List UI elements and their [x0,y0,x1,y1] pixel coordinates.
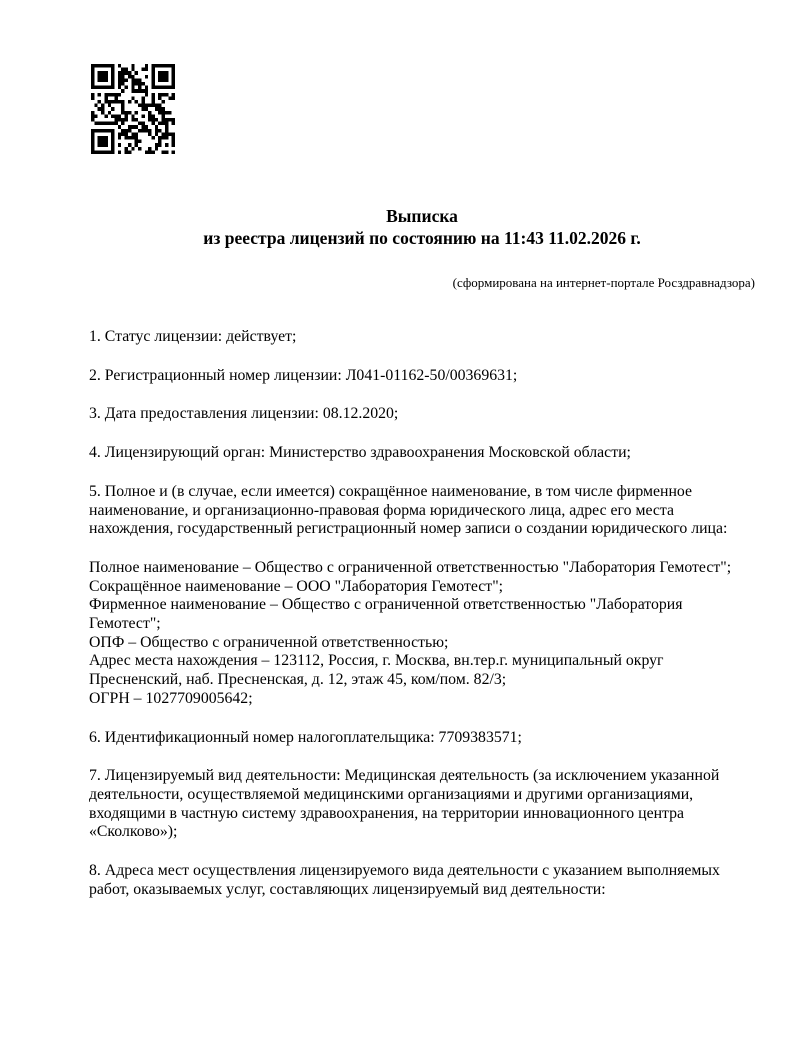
paragraph-grant-date: 3. Дата предоставления лицензии: 08.12.2020; [89,405,399,423]
paragraph-license-status: 1. Статус лицензии: действует; [89,328,297,345]
paragraph-entity-intro: 5. Полное и (в случае, если имеется) сокращённое наименование, в том числе фирменное наименование, и организационно-правовая форма юридического лица, адрес его места нахождения, государственный регистрационный номер записи о создании юридического лица: [89,482,728,538]
generation-note: (сформирована на интернет-портале Росздравнадзора) [452,275,755,290]
document-body [89,328,755,899]
entity-ogrn: ОГРН – 1027709005642; [89,689,253,707]
entity-full-name: Полное наименование – Общество с ограниченной ответственностью "Лаборатория Гемотест"; [89,558,732,576]
entity-details [89,559,755,709]
entity-brand-name: Фирменное наименование – Общество с ограниченной ответственностью "Лаборатория Гемотест"; [89,596,683,633]
entity-address: Адрес места нахождения – 123112, Россия, г. Москва, вн.тер.г. муниципальный округ Пресненский, наб. Пресненская, д. 12, этаж 45, ком/пом. 82/3; [89,652,664,689]
paragraph-inn: 6. Идентификационный номер налогоплательщика: 7709383571; [89,728,522,746]
paragraph-licensing-authority: 4. Лицензирующий орган: Министерство здравоохранения Московской области; [89,444,631,462]
document-title [89,205,755,249]
paragraph-registration-number: 2. Регистрационный номер лицензии: Л041-01162-50/00369631; [89,366,518,384]
paragraph-activity-addresses: 8. Адреса мест осуществления лицензируемого вида деятельности с указанием выполняемых работ, оказываемых услуг, составляющих лицензируемый вид деятельности: [89,862,720,898]
document-content [89,0,755,919]
paragraph-activity-type: 7. Лицензируемый вид деятельности: Медицинская деятельность (за исключением указанной деятельности, осуществляемой медицинскими организациями и другими организациями, входящими в частную систему здравоохранения, на территории инновационного центра «Сколково»); [89,767,720,841]
entity-short-name: Сокращённое наименование – ООО "Лаборатория Гемотест"; [89,577,504,595]
entity-opf: ОПФ – Общество с ограниченной ответственностью; [89,633,449,651]
title-line-2: из реестра лицензий по состоянию на 11:43 11.02.2026 г. [203,228,641,248]
title-line-1: Выписка [386,206,458,226]
